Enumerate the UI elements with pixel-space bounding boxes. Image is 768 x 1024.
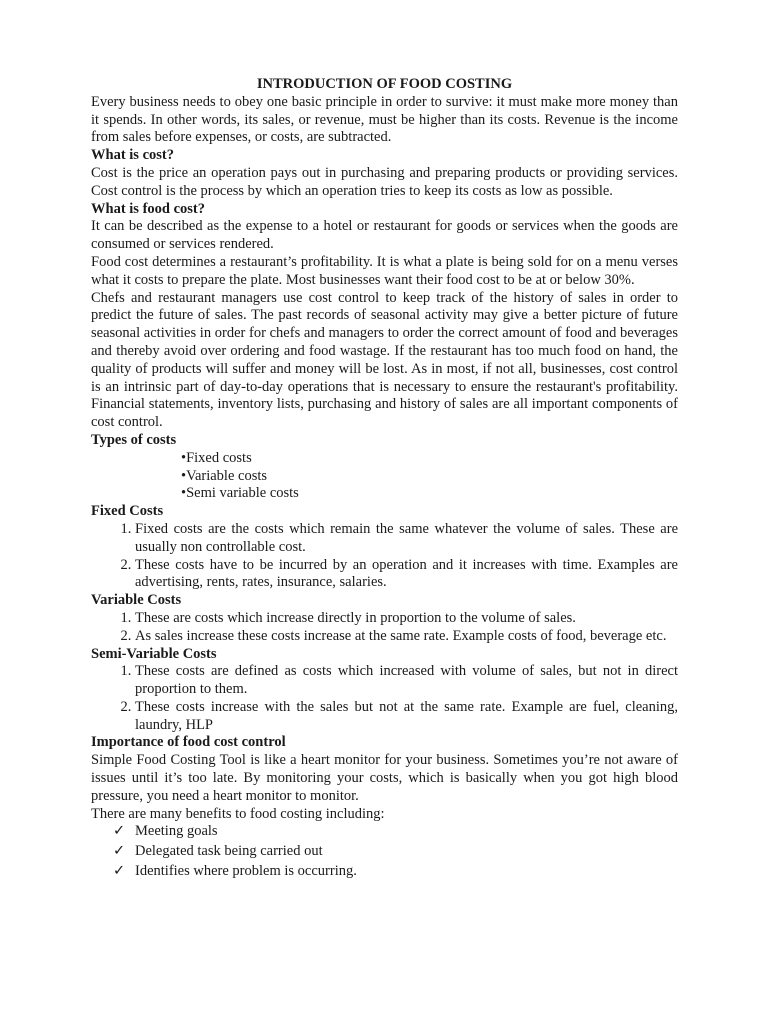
list-item: 2. As sales increase these costs increase at the same rate. Example costs of food, beverage etc. bbox=[135, 628, 678, 646]
list-item: 2. These costs have to be incurred by an operation and it increases with time. Examples are advertising, rents, rates, insurance, salaries. bbox=[135, 557, 678, 593]
list-item: 1. These are costs which increase directly in proportion to the volume of sales. bbox=[135, 610, 678, 628]
types-of-costs-heading: Types of costs bbox=[91, 431, 177, 448]
fixed-costs-list bbox=[91, 521, 678, 592]
document-page bbox=[91, 76, 678, 883]
checkmark-icon: ✓ bbox=[113, 863, 126, 880]
list-item: 2. These costs increase with the sales but not at the same rate. Example are fuel, cleaning, laundry, HLP bbox=[135, 699, 678, 735]
what-is-cost-heading: What is cost? bbox=[91, 147, 174, 164]
checkmark-icon: ✓ bbox=[113, 843, 126, 860]
food-cost-paragraph-1: It can be described as the expense to a hotel or restaurant for goods or services when the goods are consumed or services rendered. bbox=[91, 218, 678, 253]
fixed-costs-heading: Fixed Costs bbox=[91, 503, 164, 520]
list-item: 1. These costs are defined as costs which increased with volume of sales, but not in direct proportion to them. bbox=[135, 663, 678, 699]
food-cost-paragraph-2: Food cost determines a restaurant’s profitability. It is what a plate is being sold for on a menu verses what it costs to prepare the plate. Most businesses want their food cost to be at or below 30%. bbox=[91, 253, 678, 288]
list-item bbox=[113, 863, 678, 881]
benefits-list bbox=[91, 823, 678, 880]
benefit-label: Identifies where problem is occurring. bbox=[135, 863, 357, 880]
variable-costs-list bbox=[91, 610, 678, 646]
what-is-cost-paragraph: Cost is the price an operation pays out in purchasing and preparing products or providing services. Cost control is the process by which an operation tries to keep its costs as low as possible. bbox=[91, 164, 678, 199]
document-title: INTRODUCTION OF FOOD COSTING bbox=[256, 76, 513, 92]
list-item: • Fixed costs bbox=[181, 450, 678, 468]
list-item: 1. Fixed costs are the costs which remain the same whatever the volume of sales. These are usually non controllable cost. bbox=[135, 521, 678, 557]
importance-heading: Importance of food cost control bbox=[91, 734, 286, 751]
list-item: • Semi variable costs bbox=[181, 485, 678, 503]
list-item bbox=[113, 843, 678, 861]
checkmark-icon: ✓ bbox=[113, 823, 126, 840]
list-item: • Variable costs bbox=[181, 468, 678, 486]
semi-variable-costs-list bbox=[91, 663, 678, 734]
importance-paragraph: Simple Food Costing Tool is like a heart monitor for your business. Sometimes you’re not aware of issues until it’s too late. By monitoring your costs, which is basically when you got high blood pressure, you need a heart monitor to monitor. bbox=[91, 752, 678, 804]
variable-costs-heading: Variable Costs bbox=[91, 592, 182, 609]
benefits-intro: There are many benefits to food costing including: bbox=[91, 805, 385, 822]
what-is-food-cost-heading: What is food cost? bbox=[91, 200, 205, 217]
intro-paragraph: Every business needs to obey one basic principle in order to survive: it must make more money than it spends. In other words, its sales, or revenue, must be higher than its costs. Revenue is the income from sales before expenses, or costs, are subtracted. bbox=[91, 93, 678, 146]
semi-variable-costs-heading: Semi-Variable Costs bbox=[91, 645, 217, 662]
list-item bbox=[113, 823, 678, 841]
benefit-label: Meeting goals bbox=[135, 823, 218, 840]
types-of-costs-list bbox=[91, 450, 678, 503]
benefit-label: Delegated task being carried out bbox=[135, 843, 323, 860]
food-cost-paragraph-3: Chefs and restaurant managers use cost control to keep track of the history of sales in order to predict the future of sales. The past records of seasonal activity may give a better picture of future seasonal activities in order for chefs and managers to order the correct amount of food and beverages and thereby avoid over ordering and food wastage. If the restaurant has too much food on hand, the quality of products will suffer and money will be lost. As in most, if not all, businesses, cost control is an intrinsic part of day-to-day operations that is necessary to ensure the restaurant's profitability. Financial statements, inventory lists, purchasing and history of sales are all important components of cost control. bbox=[91, 289, 678, 431]
